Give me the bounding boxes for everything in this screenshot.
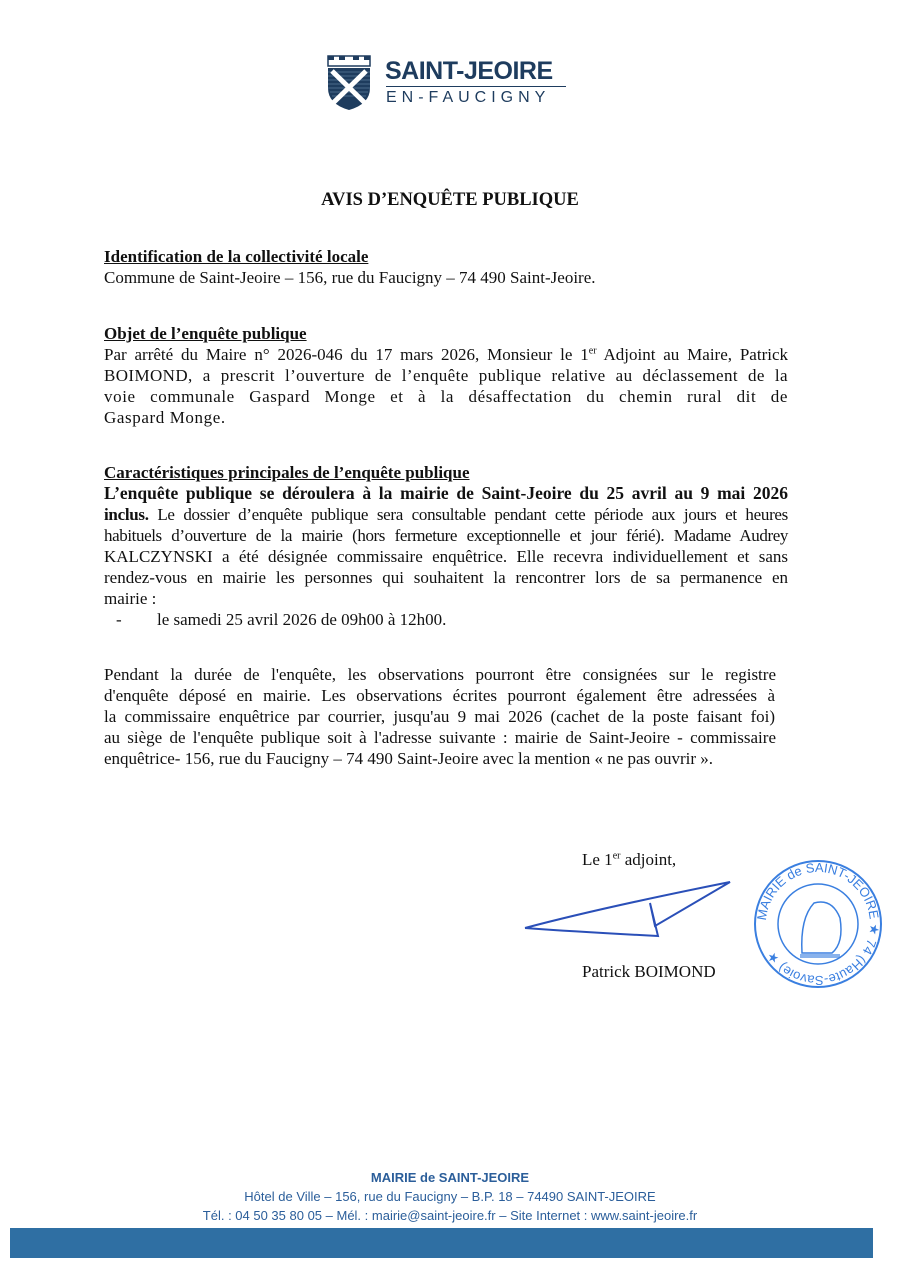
signatory-role bbox=[582, 850, 676, 870]
svg-text:MAIRIE de SAINT-JEOIRE ★ 74 (H bbox=[754, 860, 882, 988]
superscript: er bbox=[588, 345, 597, 357]
stamp-text: MAIRIE de SAINT-JEOIRE ★ 74 (Haute-Savoie) ★ bbox=[753, 859, 883, 989]
bullet-item bbox=[104, 609, 788, 630]
superscript: er bbox=[612, 850, 621, 862]
text: Par arrêté du Maire n° 2026-046 du 17 mars 2026, Monsieur le 1 bbox=[104, 345, 589, 364]
coat-of-arms-logo bbox=[322, 54, 376, 112]
section-caracteristiques bbox=[104, 462, 788, 630]
text: Le dossier d’enquête publique sera consultable pendant cette période aux jours et heures bbox=[148, 505, 788, 524]
text-line: d'enquête déposé en mairie. Les observations écrites pourront également être adressées à bbox=[104, 686, 775, 705]
page-title: AVIS D’ENQUÊTE PUBLIQUE bbox=[321, 190, 579, 210]
footer-bar bbox=[10, 1228, 873, 1258]
text-line: enquêtrice- 156, rue du Faucigny – 74 490 Saint-Jeoire avec la mention « ne pas ouvrir ». bbox=[104, 749, 713, 768]
text-line: la commissaire enquêtrice par courrier, jusqu'au 9 mai 2026 (cachet de la poste faisant foi) bbox=[104, 707, 775, 726]
section-observations bbox=[104, 664, 788, 769]
bullet-text: le samedi 25 avril 2026 de 09h00 à 12h00. bbox=[157, 610, 447, 629]
logo-divider bbox=[386, 86, 566, 87]
text-line: habituels d’ouverture de la mairie (hors fermeture exceptionnelle et jour férié). Madame Audrey bbox=[104, 526, 788, 545]
bold-text: inclus. bbox=[104, 505, 149, 524]
text-line-bold: L’enquête publique se déroulera à la mairie de Saint-Jeoire du 25 avril au 9 mai 2026 bbox=[104, 483, 788, 503]
section-heading: Caractéristiques principales de l’enquête publique bbox=[104, 463, 470, 482]
text-line: voie communale Gaspard Monge et à la désaffectation du chemin rural dit de bbox=[104, 387, 788, 406]
signature-scribble bbox=[520, 878, 750, 948]
text-line: Gaspard Monge. bbox=[104, 408, 226, 427]
logo-subtitle: EN-FAUCIGNY bbox=[386, 89, 551, 106]
text-line: BOIMOND, a prescrit l’ouverture de l’enquête publique relative au déclassement de la bbox=[104, 366, 788, 385]
text-line: au siège de l'enquête publique soit à l'adresse suivante : mairie de Saint-Jeoire - commissaire bbox=[104, 728, 776, 747]
text-line bbox=[104, 504, 788, 525]
footer-address: Hôtel de Ville – 156, rue du Faucigny – B.P. 18 – 74490 SAINT-JEOIRE bbox=[244, 1189, 656, 1204]
section-heading: Identification de la collectivité locale bbox=[104, 247, 369, 266]
text-line: KALCZYNSKI a été désignée commissaire enquêtrice. Elle recevra individuellement et sans bbox=[104, 547, 788, 566]
footer-org: MAIRIE de SAINT-JEOIRE bbox=[370, 1170, 530, 1185]
bullet-marker: - bbox=[116, 610, 122, 629]
text-line: mairie : bbox=[104, 589, 157, 608]
text: adjoint, bbox=[620, 850, 677, 869]
text-line bbox=[104, 344, 788, 365]
text: Le 1 bbox=[582, 850, 613, 869]
text-line: Commune de Saint-Jeoire – 156, rue du Faucigny – 74 490 Saint-Jeoire. bbox=[104, 268, 596, 287]
text-line: Pendant la durée de l'enquête, les observations pourront être consignées sur le registre bbox=[104, 665, 776, 684]
text: Adjoint au Maire, Patrick bbox=[596, 345, 788, 364]
section-objet bbox=[104, 323, 788, 428]
official-stamp bbox=[752, 858, 884, 990]
footer-contact: Tél. : 04 50 35 80 05 – Mél. : mairie@saint-jeoire.fr – Site Internet : www.saint-jeoire.fr bbox=[202, 1208, 698, 1223]
text-line: rendez-vous en mairie les personnes qui souhaitent la rencontrer lors de sa permanence en bbox=[104, 568, 788, 587]
logo-title: SAINT-JEOIRE bbox=[385, 57, 553, 85]
signatory-name: Patrick BOIMOND bbox=[582, 962, 716, 981]
section-heading: Objet de l’enquête publique bbox=[104, 324, 307, 343]
section-identification bbox=[104, 246, 788, 288]
